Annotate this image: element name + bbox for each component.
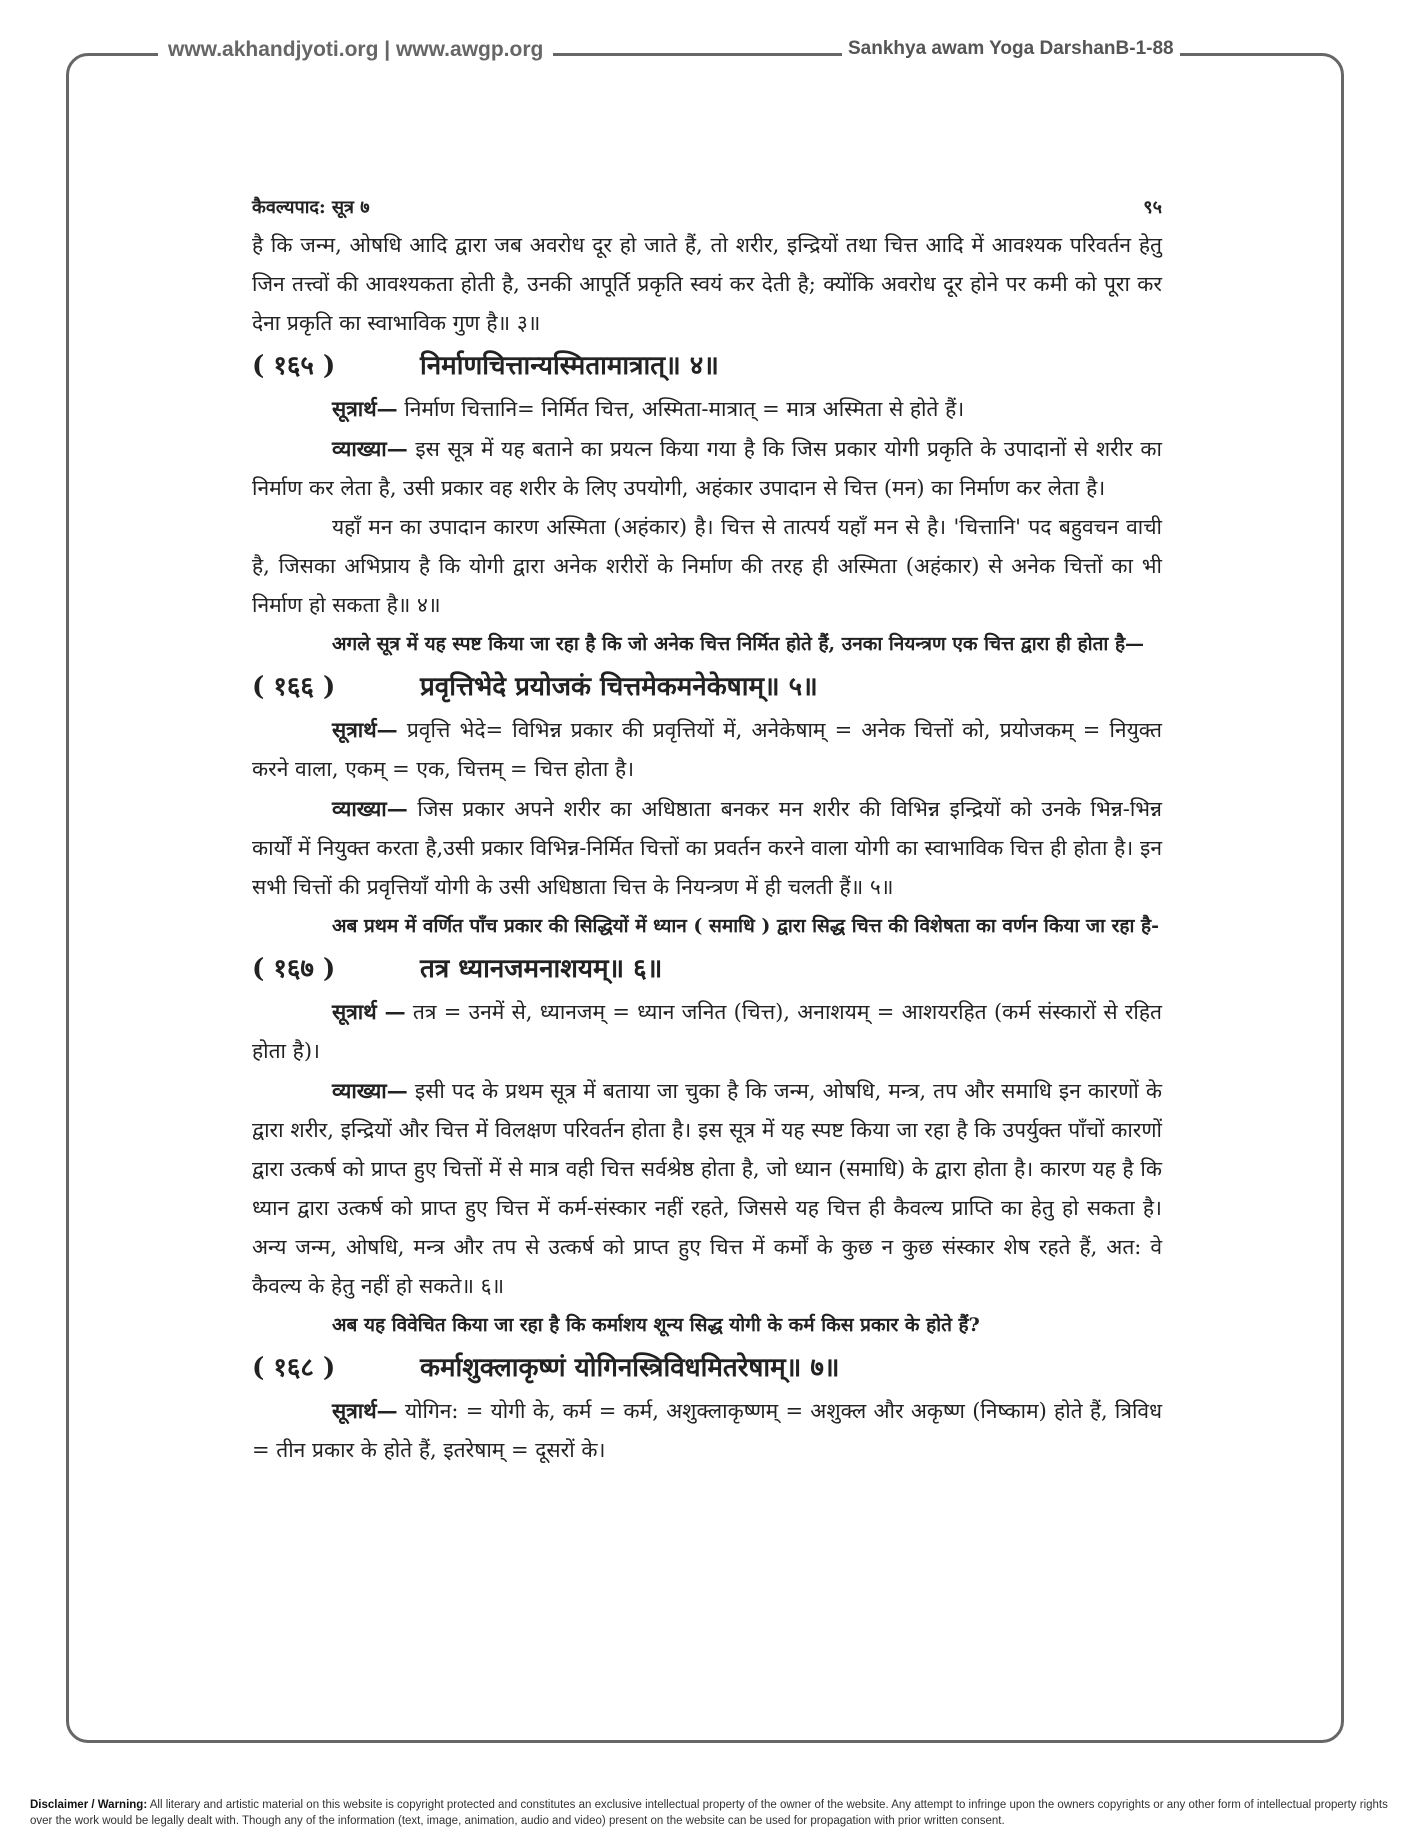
site-links-header: www.akhandjyoti.org | www.awgp.org [158,38,553,62]
vyakhya-paragraph [252,1071,1162,1306]
sutra-heading [252,664,1162,710]
running-head [252,190,1162,226]
vyakhya-text: इस सूत्र में यह बताने का प्रयत्न किया गया है कि जिस प्रकार योगी प्रकृति के उपादानों से शरीर का निर्माण कर लेता है, उसी प्रकार वह शरीर के लिए उपयोगी, अहंकार उपादान से चित्त (मन) का निर्माण कर लेता है। [252,437,1162,500]
sutra-number: ( १६६ ) [252,672,336,702]
sutrartha-text: प्रवृत्ति भेदे= विभिन्न प्रकार की प्रवृत्तियों में, अनेकेषाम् = अनेक चित्तों को, प्रयोजकम् = नियुक्त करने वाला, एकम् = एक, चित्तम् = चित्त होता है। [252,718,1162,781]
sutra-text: निर्माणचित्तान्यस्मितामात्रात्॥ ४॥ [420,351,719,381]
sutra-heading [252,1345,1162,1391]
sutrartha-text: योगिन: = योगी के, कर्म = कर्म, अशुक्लाकृष्णम् = अशुक्ल और अकृष्ण (निष्काम) होते हैं, त्रिविध = तीन प्रकार के होते हैं, इतरेषाम् = दूसरों के। [252,1399,1162,1462]
book-code-header: Sankhya awam Yoga DarshanB-1-88 [842,38,1180,60]
sutrartha-label: सूत्रार्थ — [332,999,406,1024]
sutrartha-label: सूत्रार्थ— [332,1398,398,1423]
vyakhya-label: व्याख्या— [332,436,408,461]
sutrartha-label: सूत्रार्थ— [332,396,398,421]
sutrartha-text: तत्र = उनमें से, ध्यानजम् = ध्यान जनित (चित्त), अनाशयम् = आशयरहित (कर्म संस्कारों से रहित होता है)। [252,1000,1162,1063]
sutra-heading [252,946,1162,992]
vyakhya-label: व्याख्या— [332,1078,408,1103]
disclaimer-footer [30,1797,1390,1829]
vyakhya-paragraph [252,789,1162,907]
sutrartha-paragraph [252,1391,1162,1470]
sutra-number: ( १६५ ) [252,351,336,381]
sutrartha-paragraph [252,389,1162,429]
vyakhya-label: व्याख्या— [332,796,408,821]
sutra-text: प्रवृत्तिभेदे प्रयोजकं चित्तमेकमनेकेषाम्॥ ५॥ [420,672,818,702]
sutra-number: ( १६७ ) [252,954,336,984]
disclaimer-label: Disclaimer / Warning: [30,1799,148,1811]
next-sutra-intro: अब यह विवेचित किया जा रहा है कि कर्माशय शून्य सिद्ध योगी के कर्म किस प्रकार के होते हैं? [332,1314,980,1336]
sutrartha-label: सूत्रार्थ— [332,717,398,742]
vyakhya-text: जिस प्रकार अपने शरीर का अधिष्ठाता बनकर मन शरीर की विभिन्न इन्द्रियों को उनके भिन्न-भिन्न कार्यों में नियुक्त करता है,उसी प्रकार विभिन्न-निर्मित चित्तों का प्रवर्तन करने वाला योगी का स्वाभाविक चित्त ही होता है। इन सभी चित्तों की प्रवृत्तियाँ योगी के उसी अधिष्ठाता चित्त के नियन्त्रण में ही चलती हैं॥ ५॥ [252,797,1162,899]
page-content [252,190,1162,1470]
sutra-number: ( १६८ ) [252,1353,336,1383]
sutra-text: कर्माशुक्लाकृष्णं योगिनस्त्रिविधमितरेषाम्॥ ७॥ [420,1353,840,1383]
sutrartha-paragraph [252,992,1162,1071]
page-number: ९५ [1143,197,1162,218]
sutra-heading [252,343,1162,389]
vyakhya-text: इसी पद के प्रथम सूत्र में बताया जा चुका है कि जन्म, ओषधि, मन्त्र, तप और समाधि इन कारणों के द्वारा शरीर, इन्द्रियों और चित्त में विलक्षण परिवर्तन होता है। इस सूत्र में यह स्पष्ट किया जा रहा है कि उपर्युक्त पाँचों कारणों द्वारा उत्कर्ष को प्राप्त हुए चित्तों में से मात्र वही चित्त सर्वश्रेष्ठ होता है, जो ध्यान (समाधि) के द्वारा होता है। कारण यह है कि ध्यान द्वारा उत्कर्ष को प्राप्त हुए चित्त में कर्म-संस्कार नहीं रहते, जिससे यह चित्त ही कैवल्य प्राप्ति का हेतु हो सकता है। अन्य जन्म, ओषधि, मन्त्र और तप से उत्कर्ष को प्राप्त हुए चित्त में कर्मों के कुछ न कुछ संस्कार शेष रहते हैं, अत: वे कैवल्य के हेतु नहीं हो सकते॥ ६॥ [252,1079,1162,1298]
chapter-title: कैवल्यपाद: सूत्र ७ [252,197,370,218]
next-sutra-intro: अगले सूत्र में यह स्पष्ट किया जा रहा है कि जो अनेक चित्त निर्मित होते हैं, उनका नियन्त्रण एक चित्त द्वारा ही होता है— [332,633,1145,655]
opening-paragraph: है कि जन्म, ओषधि आदि द्वारा जब अवरोध दूर हो जाते हैं, तो शरीर, इन्द्रियों तथा चित्त आदि में आवश्यक परिवर्तन हेतु जिन तत्त्वों की आवश्यकता होती है, उनकी आपूर्ति प्रकृति स्वयं कर देती है; क्योंकि अवरोध दूर होने पर कमी को पूरा कर देना प्रकृति का स्वाभाविक गुण है॥ ३॥ [252,233,1162,335]
extra-paragraph: यहाँ मन का उपादान कारण अस्मिता (अहंकार) है। चित्त से तात्पर्य यहाँ मन से है। 'चित्तानि' पद बहुवचन वाची है, जिसका अभिप्राय है कि योगी द्वारा अनेक शरीरों के निर्माण की तरह ही अस्मिता (अहंकार) से अनेक चित्तों का भी निर्माण हो सकता है॥ ४॥ [252,515,1162,617]
next-sutra-intro: अब प्रथम में वर्णित पाँच प्रकार की सिद्धियों में ध्यान ( समाधि ) द्वारा सिद्ध चित्त की विशेषता का वर्णन किया जा रहा है- [332,915,1159,937]
sutrartha-text: निर्माण चित्तानि= निर्मित चित्त, अस्मिता-मात्रात् = मात्र अस्मिता से होते हैं। [397,397,965,421]
sutrartha-paragraph [252,710,1162,789]
sutra-text: तत्र ध्यानजमनाशयम्॥ ६॥ [420,954,663,984]
disclaimer-text: All literary and artistic material on this website is copyright protected and constitutes an exclusive intellectual property of the owner of the website. Any attempt to infringe upon the owners copyrights or any other form of intellectual property rights over the work would be legally dealt with. Though any of the information (text, image, animation, audio and video) present on the website can be used for propagation with prior written consent. [30,1799,1388,1827]
vyakhya-paragraph [252,429,1162,508]
